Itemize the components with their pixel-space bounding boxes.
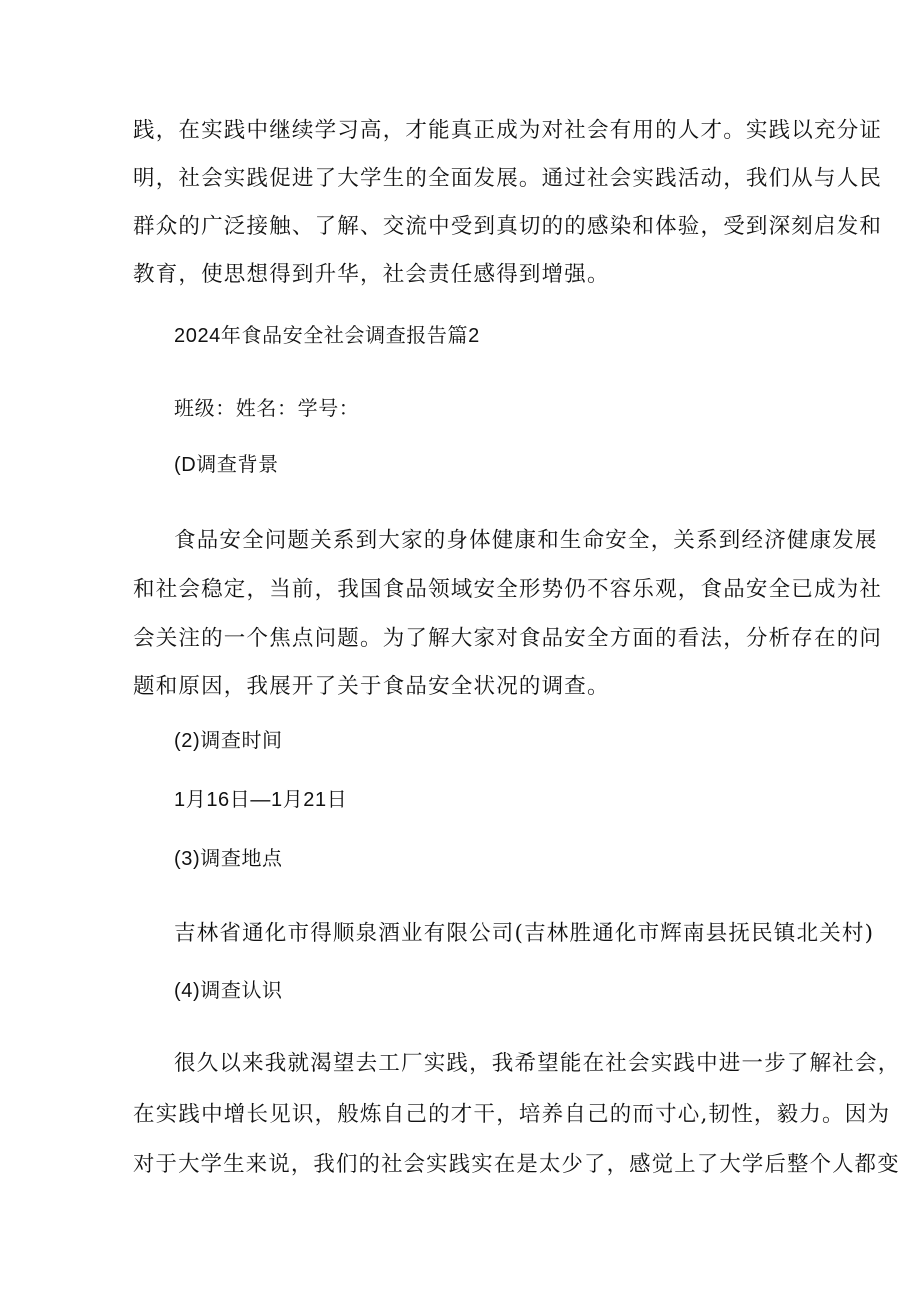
section4-line-1: 很久以来我就渴望去工厂实践，我希望能在社会实践中进一步了解社会， xyxy=(174,1051,901,1076)
section-heading-understanding: (4)调查认识 xyxy=(174,980,283,1002)
section1-line-3: 会关注的一个焦点问题。为了解大家对食品安全方面的看法，分析存在的问 xyxy=(133,626,883,651)
intro-paragraph-line-3: 群众的广泛接触、了解、交流中受到真切的的感染和体验，受到深刻启发和 xyxy=(133,214,883,239)
section4-line-3: 对于大学生来说，我们的社会实践实在是太少了，感觉上了大学后整个人都变 xyxy=(133,1152,900,1177)
section1-line-4: 题和原因，我展开了关于食品安全状况的调查。 xyxy=(133,674,610,699)
survey-time-value: 1月16日—1月21日 xyxy=(174,789,348,811)
document-title: 2024年食品安全社会调查报告篇2 xyxy=(174,325,480,347)
section4-line-2: 在实践中增长见识，般炼自己的才干，培养自己的而寸心,韧性，毅力。因为 xyxy=(133,1102,891,1127)
intro-paragraph-line-1: 践，在实践中继续学习高，才能真正成为对社会有用的人才。实践以充分证 xyxy=(133,118,883,143)
section-heading-time: (2)调查时间 xyxy=(174,730,283,752)
intro-paragraph-line-4: 教育，使思想得到升华，社会责任感得到增强。 xyxy=(133,262,610,287)
section1-line-2: 和社会稳定，当前，我国食品领域安全形势仍不容乐观，食品安全已成为社 xyxy=(133,577,883,602)
section-heading-background: (D调查背景 xyxy=(174,454,279,476)
intro-paragraph-line-2: 明，社会实践促进了大学生的全面发展。通过社会实践活动，我们从与人民 xyxy=(133,166,883,191)
survey-location-value: 吉林省通化市得顺泉酒业有限公司(吉林胜通化市辉南县抚民镇北关村) xyxy=(174,921,875,946)
class-info: 班级：姓名：学号： xyxy=(174,398,360,420)
section1-line-1: 食品安全问题关系到大家的身体健康和生命安全，关系到经济健康发展 xyxy=(174,528,878,553)
section-heading-location: (3)调查地点 xyxy=(174,848,283,870)
